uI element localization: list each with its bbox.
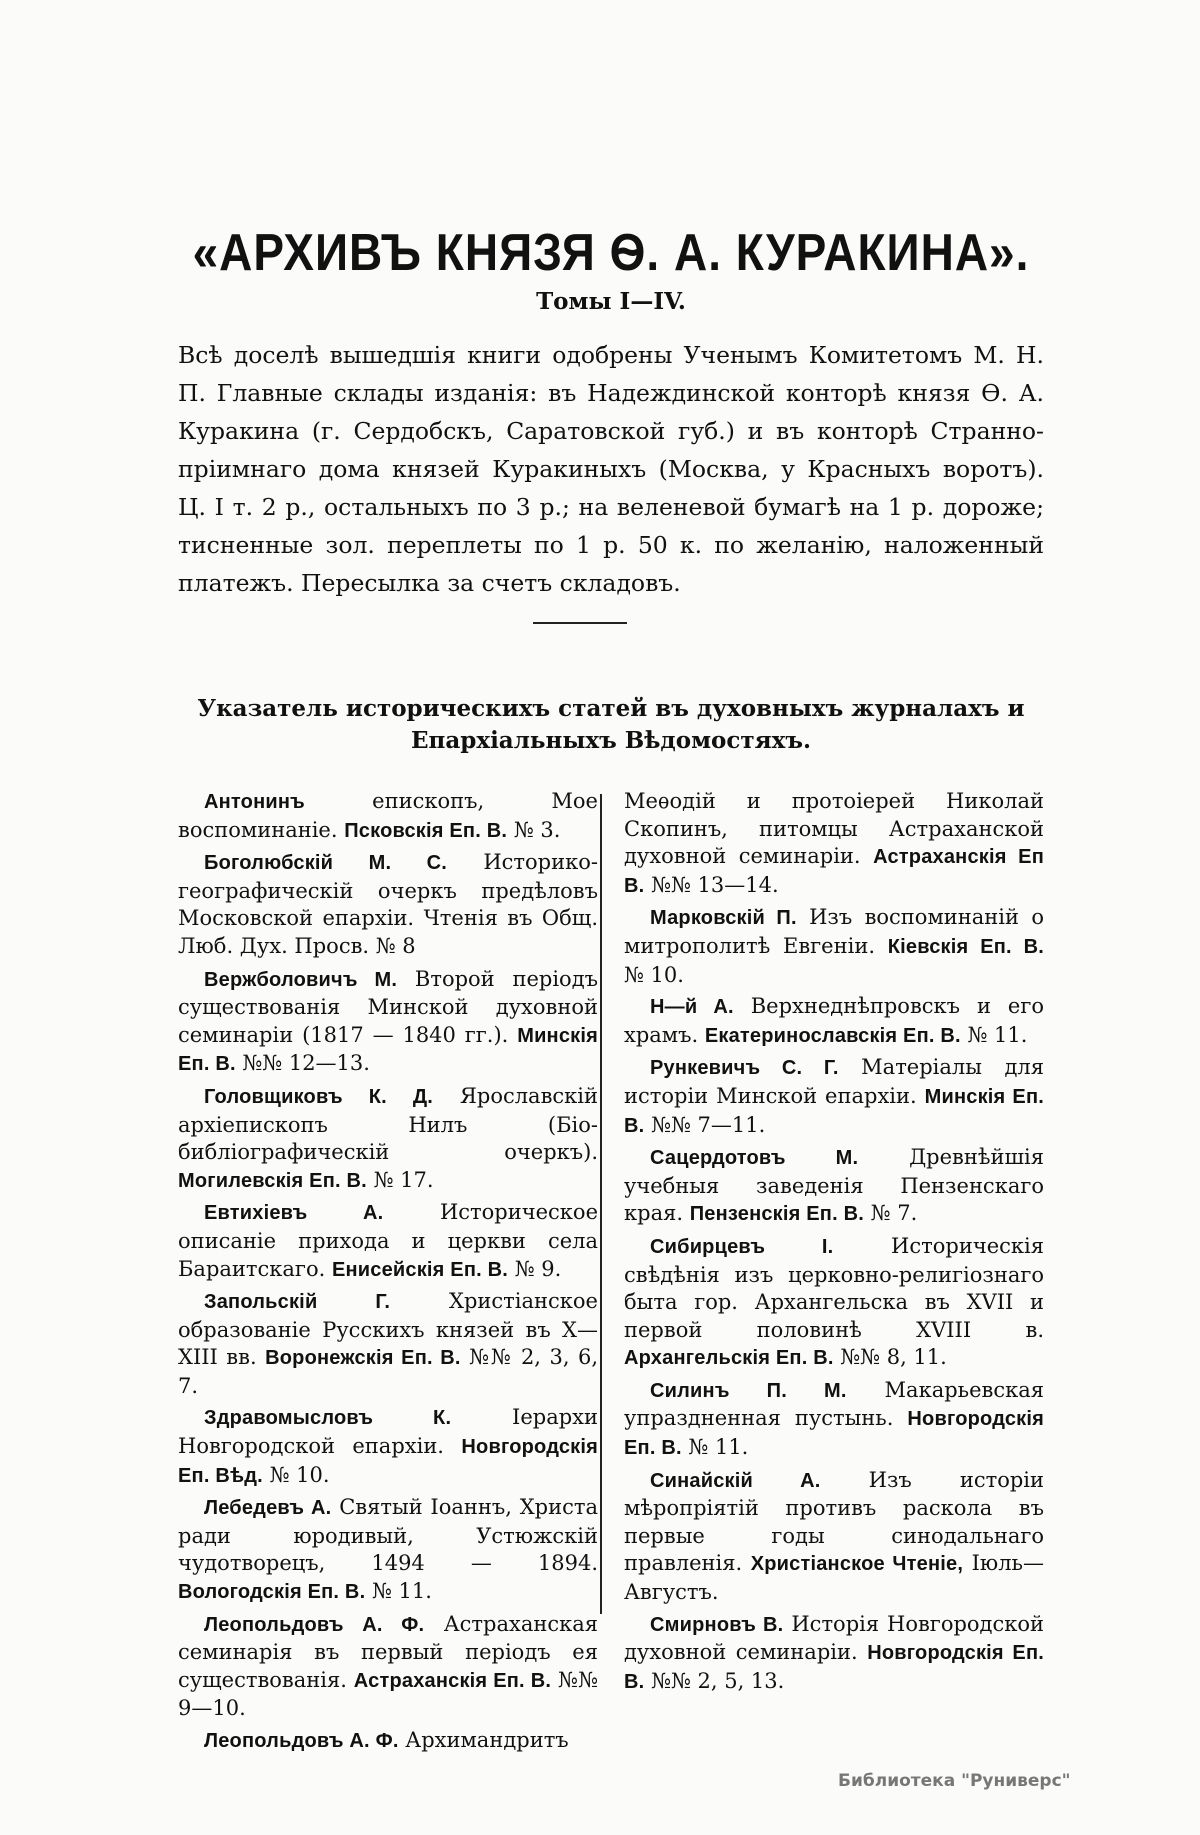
entry-author: Рункевичъ С. Г. [650, 1057, 839, 1080]
list-item [178, 1494, 598, 1606]
entry-text: епископъ, Мое воспоминаніе. [178, 789, 598, 842]
entry-issue: № 7. [864, 1201, 918, 1226]
list-item [624, 904, 1044, 989]
entry-source: Новгородскія Еп. Вѣд. [178, 1436, 598, 1487]
entry-author: Леопольдовъ А. Ф. [204, 1613, 425, 1636]
entry-source: Новгородскія Еп. В. [624, 1408, 1044, 1460]
entry-source: Могилевскія Еп. В. [178, 1169, 367, 1192]
left-column [178, 788, 598, 1760]
entry-text: Архимандритъ [398, 1728, 569, 1752]
entry-issue: №№ 13—14. [644, 872, 779, 897]
entry-author: Силинъ П. М. [650, 1379, 847, 1402]
entry-source: Астраханскія Еп. В. [353, 1669, 552, 1692]
entry-issue: № 10. [624, 962, 684, 987]
entry-source: Архангельскія Еп. В. [624, 1347, 834, 1370]
intro-paragraph [178, 336, 1044, 602]
entry-text: Меѳодій и протоіерей Николай Скопинъ, питомцы Астраханской духовной семинаріи. [624, 789, 1044, 869]
entry-text: Верхнеднѣпровскъ и его храмъ. [624, 994, 1044, 1047]
entry-text: Историческія свѣдѣнія изъ церковно-религіознаго быта гор. Архангельска въ XVII и первой половинѣ XVIII в. [624, 1233, 1044, 1342]
list-item [178, 1611, 598, 1723]
entry-author: Н—й А. [650, 996, 734, 1019]
entry-issue: № 11. [681, 1435, 749, 1460]
entry-issue: №№ 9—10. [178, 1667, 599, 1721]
list-item [624, 1377, 1044, 1463]
list-item [624, 993, 1044, 1050]
entry-author: Сибирцевъ І. [650, 1235, 834, 1258]
list-item [624, 1233, 1044, 1373]
section-separator [533, 622, 627, 624]
entry-issue: №№ 2, 5, 13. [644, 1668, 785, 1693]
entry-issue: № 9. [508, 1256, 562, 1281]
list-item [178, 1404, 598, 1490]
entry-text: Изъ исторіи мѣропріятій противъ раскола въ первые годы синодальнаго правленія. [624, 1467, 1045, 1576]
entry-issue: № 11. [960, 1022, 1028, 1047]
entry-text: Христіанское образованіе Русскихъ князей въ X—XIII вв. [178, 1289, 598, 1370]
entry-author: Лебедевъ А. [204, 1497, 332, 1520]
entry-source: Минскія Еп. В. [624, 1085, 1044, 1137]
list-item [178, 788, 598, 845]
entry-source: Екатеринославскія Еп. В. [704, 1024, 961, 1047]
entry-author: Головщиковъ К. Д. [204, 1085, 434, 1108]
entry-text: Макарьевская упраздненная пустынь. [624, 1377, 1045, 1431]
entry-issue: №№ 8, 11. [833, 1345, 947, 1370]
entry-text: Второй періодъ существованія Минской духовной семинаріи (1817 — 1840 гг.). [178, 966, 598, 1047]
entry-source: Вологодскія Еп. В. [178, 1581, 366, 1604]
index-heading [178, 693, 1044, 757]
entry-source: Воронежскія Еп. В. [265, 1347, 461, 1370]
index-heading-line2: Епархіальныхъ Вѣдомостяхъ. [411, 727, 811, 754]
list-item [624, 1467, 1044, 1607]
entry-author: Здравомысловъ К. [204, 1407, 452, 1430]
entry-author: Вержболовичъ М. [204, 968, 398, 991]
entry-source: Кіевскія Еп. В. [887, 935, 1044, 958]
list-item [178, 1288, 598, 1400]
list-item [178, 1083, 598, 1195]
entry-text: Древнѣйшія учебныя заведенія Пензенскаго края. [624, 1145, 1044, 1226]
entry-source: Христіанское Чтеніе, [750, 1553, 964, 1576]
list-item-continuation [624, 788, 1044, 900]
entry-author: Запольскій Г. [204, 1291, 391, 1314]
library-watermark: Библиотека "Руниверс" [838, 1771, 1071, 1791]
entry-issue: Іюль—Августъ. [624, 1551, 1044, 1605]
entry-source: Минскія Еп. В. [178, 1024, 598, 1076]
entry-author: Боголюбскій М. С. [204, 852, 448, 875]
list-item [624, 1611, 1044, 1697]
list-item [178, 966, 598, 1079]
intro-text: Всѣ доселѣ вышедшія книги одобрены Ученымъ Комитетомъ М. Н. П. Главные склады изданія: въ Надеждинской конторѣ князя Ѳ. А. Куракина (г. Сердобскъ, Саратовской губ.) и въ конторѣ Странно-пріимнаго дома князей Куракиныхъ (Москва, у Красныхъ воротъ). Ц. I т. 2 р., остальныхъ по 3 р.; на веленевой бумагѣ на 1 р. дороже; тисненные зол. переплеты по 1 р. 50 к. по желанію, наложенный платежъ. Пересылка за счетъ складовъ. [178, 341, 1044, 597]
entry-source: Псковскія Еп. В. [344, 819, 508, 842]
entry-text: Святый Іоаннъ, Христа ради юродивый, Устюжскій чудотворецъ, 1494 — 1894. [178, 1495, 598, 1576]
entry-text: Матеріалы для исторіи Минской епархіи. [624, 1055, 1045, 1108]
entry-issue: № 3. [507, 817, 561, 842]
entry-issue: №№ 12—13. [235, 1051, 370, 1076]
entry-text: Іерархи Новгородской епархіи. [178, 1405, 598, 1459]
volumes-subtitle: Томы I—IV. [536, 288, 686, 315]
entry-author: Смирновъ В. [650, 1613, 784, 1636]
entry-text: Исторія Новгородской духовной семинаріи. [624, 1611, 1044, 1665]
entry-author: Леопольдовъ А. Ф. [204, 1730, 399, 1752]
entry-source: Пензенскія Еп. В. [689, 1203, 864, 1226]
entry-author: Марковскій П. [650, 907, 797, 930]
list-item [624, 1144, 1044, 1229]
list-item [178, 1199, 598, 1284]
entry-text: Ярославскій архіепископъ Нилъ (Біо-библіографическій очеркъ). [178, 1083, 599, 1165]
entry-text: Изъ воспоминаній о митрополитѣ Евгеніи. [624, 905, 1044, 958]
entry-text: Историко-географическій очеркъ предѣловъ Московской епархіи. Чтенія въ Общ. Люб. Дух. Просв. № 8 [178, 850, 598, 958]
entry-issue: №№ 7—11. [644, 1112, 766, 1137]
column-divider [600, 794, 602, 1614]
page-title: «АРХИВЪ КНЯЗЯ Ѳ. А. КУРАКИНА». [192, 223, 1030, 282]
entry-author: Антонинъ [204, 791, 305, 813]
entry-author: Сацердотовъ М. [650, 1147, 859, 1170]
entry-issue: № 11. [365, 1579, 432, 1604]
entry-issue: № 10. [262, 1462, 330, 1487]
entry-source: Новгородскія Еп. В. [624, 1642, 1045, 1693]
right-column [624, 788, 1044, 1700]
list-item [178, 849, 598, 961]
entry-issue: № 17. [366, 1167, 434, 1192]
entry-issue: №№ 2, 3, 6, 7. [178, 1345, 598, 1398]
list-item [178, 1727, 598, 1756]
entry-author: Евтихіевъ А. [204, 1202, 384, 1225]
entry-text: Астраханская семинарія въ первый періодъ ея существованія. [178, 1611, 599, 1692]
index-heading-line1: Указатель историческихъ статей въ духовныхъ журналахъ и [197, 695, 1025, 722]
entry-text: Историческое описаніе прихода и церкви села Бараитскаго. [178, 1200, 598, 1281]
entry-source: Астраханскія Еп В. [624, 846, 1044, 897]
list-item [624, 1054, 1044, 1140]
entry-author: Синайскій А. [650, 1469, 821, 1492]
entry-source: Енисейскія Еп. В. [331, 1258, 509, 1281]
